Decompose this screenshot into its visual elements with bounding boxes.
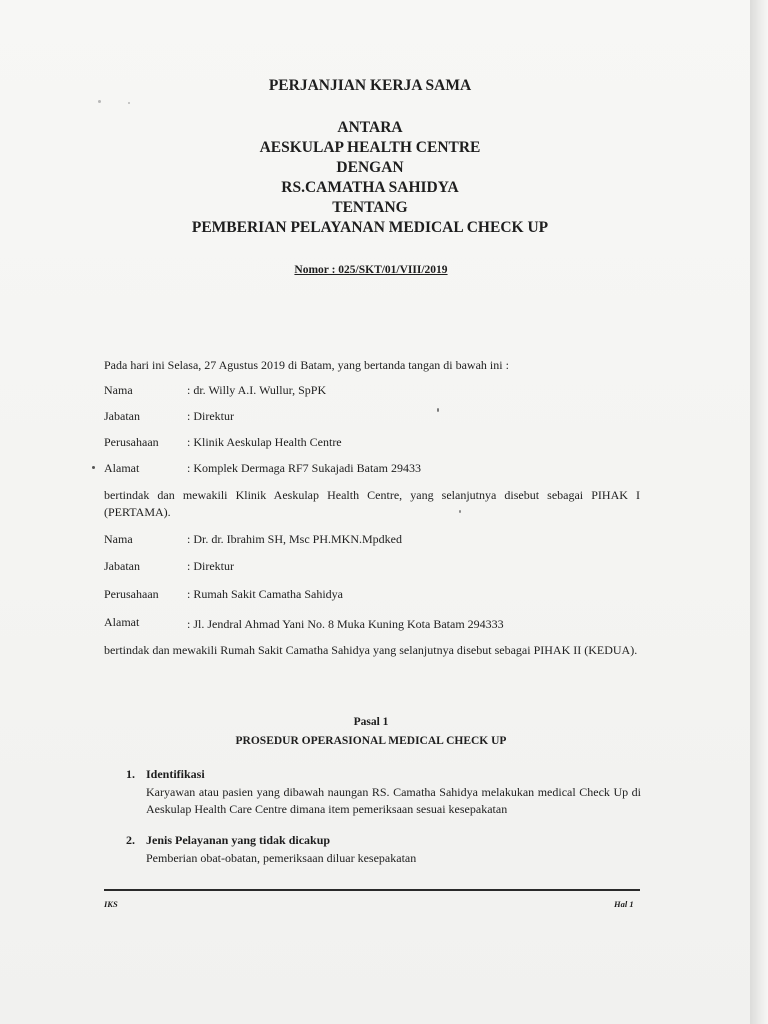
party2-label-company: Perusahaan: [104, 587, 159, 601]
document-number: Nomor : 025/SKT/01/VIII/2019: [294, 264, 448, 276]
item-text: Pemberian obat-obatan, pemeriksaan diluar kesepakatan: [146, 851, 417, 865]
paper-edge: [750, 0, 768, 1024]
party1-label-address: Alamat: [104, 461, 140, 475]
party2-label-name: Nama: [104, 532, 133, 546]
title-line: DENGAN: [336, 159, 404, 176]
title-line: AESKULAP HEALTH CENTRE: [259, 139, 481, 156]
party2-value-position: : Direktur: [187, 559, 234, 573]
document-title: [0, 76, 740, 96]
party1-statement: bertindak dan mewakili Klinik Aeskulap Health Centre, yang selanjutnya disebut sebagai PIHAK I (PERTAMA).: [104, 488, 640, 519]
item-number: 2.: [126, 833, 135, 847]
party2-value-address: : Jl. Jendral Ahmad Yani No. 8 Muka Kuning Kota Batam 294333: [187, 617, 504, 631]
party1-value-position: : Direktur: [187, 409, 234, 423]
party2-value-name: : Dr. dr. Ibrahim SH, Msc PH.MKN.Mpdked: [187, 532, 402, 546]
intro-text: Pada hari ini Selasa, 27 Agustus 2019 di Batam, yang bertanda tangan di bawah ini :: [104, 358, 509, 372]
party2-label-address: Alamat: [104, 615, 140, 629]
footer-left: IKS: [104, 899, 118, 909]
party2-value-company: : Rumah Sakit Camatha Sahidya: [187, 587, 343, 601]
party2-statement: bertindak dan mewakili Rumah Sakit Camatha Sahidya yang selanjutnya disebut sebagai PIHAK II (KEDUA).: [104, 643, 638, 657]
pasal-title: PROSEDUR OPERASIONAL MEDICAL CHECK UP: [235, 735, 507, 747]
party1-value-company: : Klinik Aeskulap Health Centre: [187, 435, 342, 449]
party1-label-company: Perusahaan: [104, 435, 159, 449]
item-heading: Jenis Pelayanan yang tidak dicakup: [146, 833, 331, 847]
pasal-number: Pasal 1: [353, 716, 389, 728]
scan-speck: [128, 102, 130, 104]
party1-label-position: Jabatan: [104, 409, 140, 423]
scan-speck: [437, 408, 439, 412]
title-line: TENTANG: [332, 199, 408, 216]
title-line: PERJANJIAN KERJA SAMA: [268, 77, 472, 94]
item-text: Karyawan atau pasien yang dibawah naungan RS. Camatha Sahidya melakukan medical Check Up di Aeskulap Health Care Centre dimana item pemeriksaan sesuai kesepakatan: [146, 785, 641, 816]
document-subtitle: [0, 118, 740, 238]
item-heading: Identifikasi: [146, 767, 205, 781]
party2-label-position: Jabatan: [104, 559, 140, 573]
title-line: RS.CAMATHA SAHIDYA: [281, 179, 459, 196]
footer-page-number: Hal 1: [614, 899, 634, 909]
scan-speck: [92, 466, 95, 469]
party1-value-address: : Komplek Dermaga RF7 Sukajadi Batam 29433: [187, 461, 421, 475]
title-line: PEMBERIAN PELAYANAN MEDICAL CHECK UP: [191, 219, 549, 236]
title-line: ANTARA: [337, 119, 403, 136]
item-number: 1.: [126, 767, 135, 781]
footer-rule: [104, 889, 640, 891]
scan-speck: [98, 100, 101, 103]
party1-label-name: Nama: [104, 383, 133, 397]
party1-value-name: : dr. Willy A.I. Wullur, SpPK: [187, 383, 327, 397]
